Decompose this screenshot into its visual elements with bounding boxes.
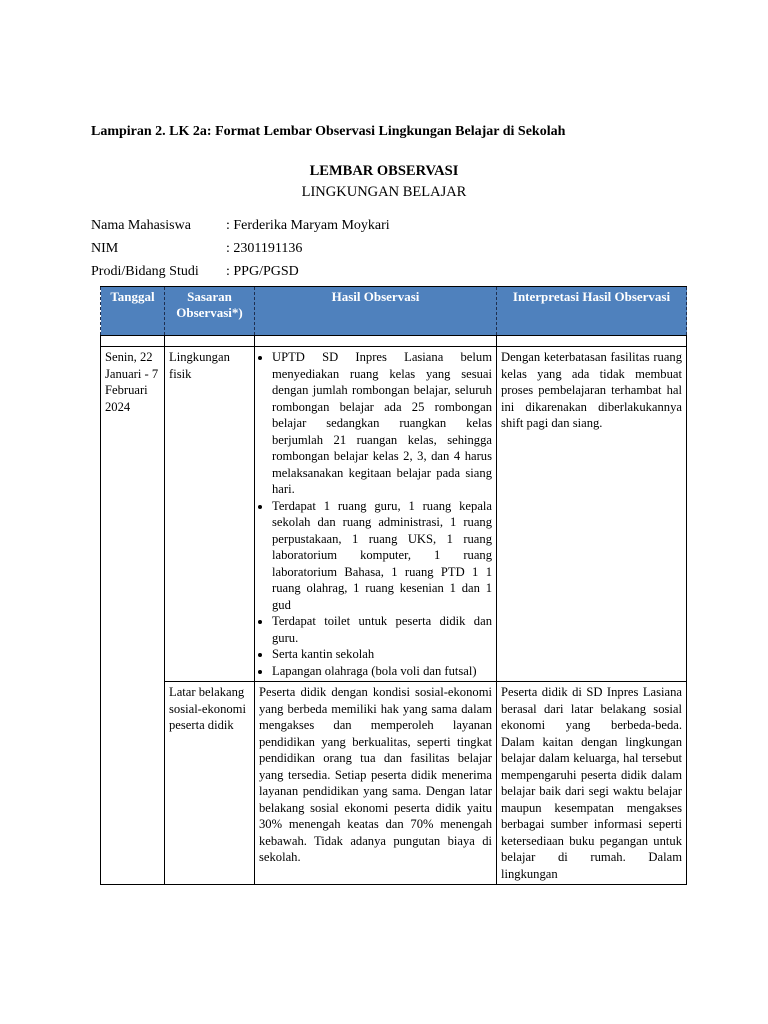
prodi-label: Prodi/Bidang Studi	[91, 264, 199, 279]
interpretation-cell: Dengan keterbatasan fasilitas ruang kelas yang ada tidak membuat proses pembelajaran terhambat hal ini dikarenakan diberlakukannya shift pagi dan siang.	[497, 347, 687, 682]
target-cell: Latar belakang sosial-ekonomi peserta didik	[165, 682, 255, 885]
list-item: • Terdapat toilet untuk peserta didik dan guru.	[272, 613, 492, 646]
header-results: Hasil Observasi	[255, 287, 497, 336]
name-label: Nama Mahasiswa	[91, 218, 191, 233]
document-subtitle: LINGKUNGAN BELAJAR	[301, 184, 467, 200]
table-row	[101, 682, 687, 885]
info-row-nim	[91, 241, 302, 257]
info-row-name	[91, 218, 390, 234]
nim-value: : 2301191136	[226, 241, 303, 256]
header-date: Tanggal	[101, 287, 165, 336]
list-item: • Serta kantin sekolah	[272, 646, 492, 663]
list-item: • Terdapat 1 ruang guru, 1 ruang kepala sekolah dan ruang administrasi, 1 ruang perpustakaan, 1 ruang UKS, 1 ruang laboratorium komputer, 1 ruang laboratorium Bahasa, 1 ruang PTD 1 1 ruang olahrag, 1 ruang kesenian 1 dan 1 gud	[272, 498, 492, 614]
results-cell: Peserta didik dengan kondisi sosial-ekonomi yang berbeda memiliki hak yang sama dalam mengakses dan memperoleh layanan pendidikan yang berkualitas, seperti tingkat pendidikan orang tua dan fasilitas belajar yang tersedia. Setiap peserta didik menerima layanan pendidikan yang sama. Dengan latar belakang sosial ekonomi peserta didik yaitu 30% menengah keatas dan 70% menengah kebawah. Tidak adanya pungutan biaya di sekolah.	[255, 682, 497, 885]
date-cell: Senin, 22 Januari - 7 Februari 2024	[101, 347, 165, 885]
list-item: • Lapangan olahraga (bola voli dan futsal)	[272, 663, 492, 680]
observation-table	[100, 286, 687, 885]
info-row-prodi	[91, 264, 299, 280]
table-spacer-row	[101, 336, 687, 347]
prodi-value: : PPG/PGSD	[226, 264, 299, 279]
interpretation-cell: Peserta didik di SD Inpres Lasiana berasal dari latar belakang sosial ekonomi yang berbeda-beda. Dalam kaitan dengan lingkungan belajar dalam keluarga, hal tersebut mempengaruhi peserta didik dalam belajar baik dari segi waktu belajar maupun kesempatan mengakses berbagai sumber informasi seperti ketersediaan buku pegangan untuk belajar di rumah. Dalam lingkungan	[497, 682, 687, 885]
results-list	[259, 349, 492, 679]
header-interpretation: Interpretasi Hasil Observasi	[497, 287, 687, 336]
document-title: LEMBAR OBSERVASI	[309, 163, 459, 179]
target-cell: Lingkungan fisik	[165, 347, 255, 682]
results-cell	[255, 347, 497, 682]
header-target: Sasaran Observasi*)	[165, 287, 255, 336]
appendix-title: Lampiran 2. LK 2a: Format Lembar Observasi Lingkungan Belajar di Sekolah	[91, 124, 566, 139]
table-header-row	[101, 287, 687, 336]
table-row	[101, 347, 687, 682]
list-item: • UPTD SD Inpres Lasiana belum menyediakan ruang kelas yang sesuai dengan jumlah rombongan belajar, seluruh rombongan belajar ada 25 rombongan belajar sedangkan ruangkan kelas berjumlah 21 ruangan kelas, sehingga rombongan belajar kelas 2, 3, dan 4 harus melaksanakan kegitaan belajar pada siang hari.	[272, 349, 492, 498]
nim-label: NIM	[91, 241, 119, 256]
name-value: : Ferderika Maryam Moykari	[226, 218, 390, 233]
